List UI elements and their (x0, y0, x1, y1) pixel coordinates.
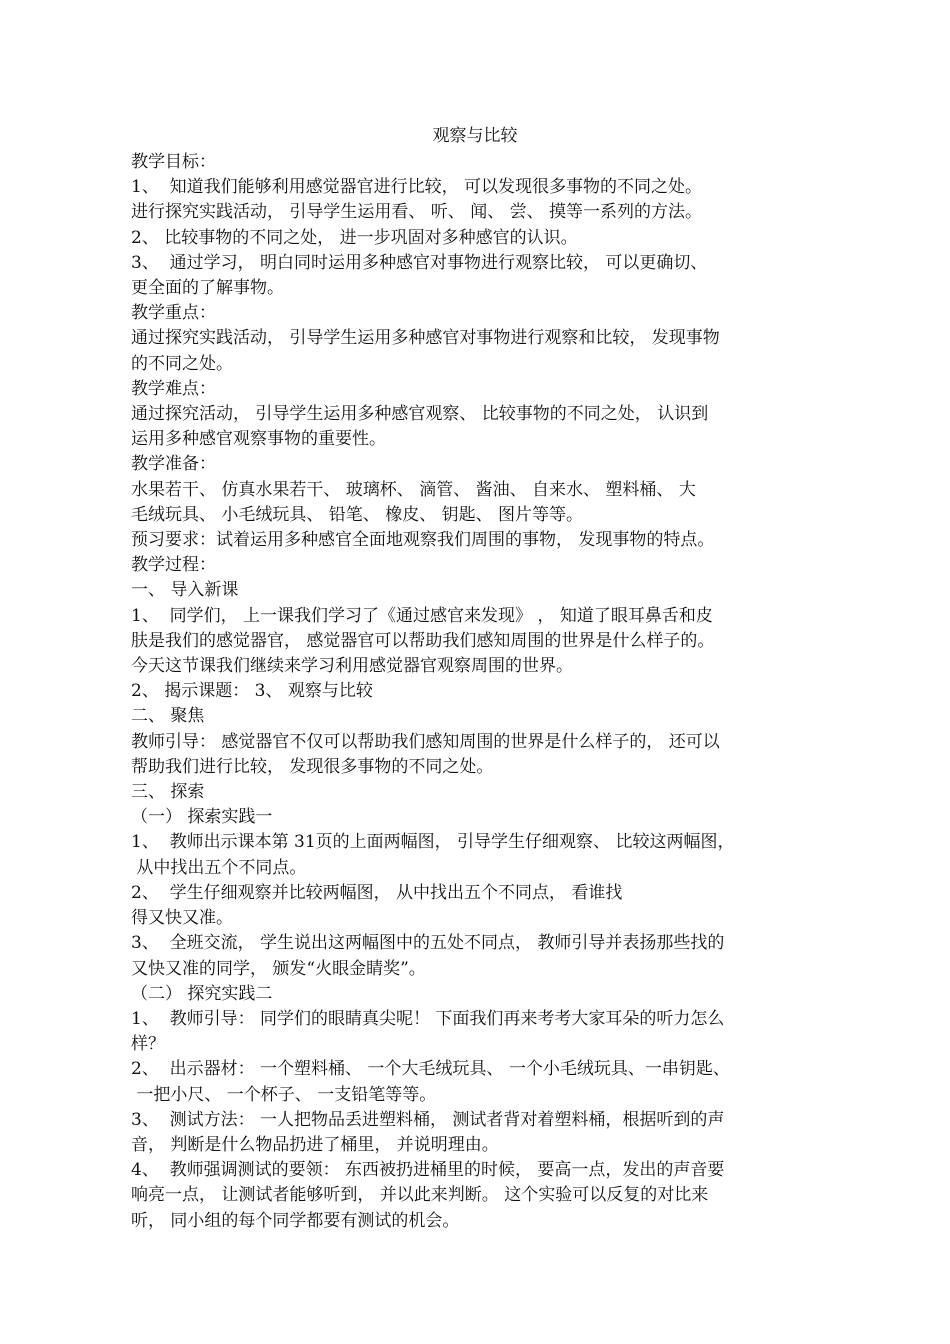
text-line: 进行探究实践活动， 引导学生运用看、 听、 闻、 尝、 摸等一系列的方法。 (131, 202, 703, 223)
document-body (131, 150, 821, 1234)
text-line: 1、 知道我们能够利用感觉器官进行比较， 可以发现很多事物的不同之处。 (131, 177, 703, 198)
text-line: 教学准备： (131, 454, 216, 475)
text-line: 肤是我们的感觉器官， 感觉器官可以帮助我们感知周围的世界是什么样子的。 (131, 630, 715, 651)
text-line: 通过探究活动， 引导学生运用多种感官观察、 比较事物的不同之处， 认识到 (131, 404, 709, 425)
text-line: 教师引导： 感觉器官不仅可以帮助我们感知周围的世界是什么样子的， 还可以 (131, 731, 720, 752)
text-line: 一把小尺、 一个杯子、 一支铅笔等等。 (131, 1084, 437, 1105)
text-line: 3、 测试方法： 一人把物品丢进塑料桶， 测试者背对着塑料桶，根据听到的声 (131, 1109, 725, 1130)
text-line: 更全面的了解事物。 (131, 278, 284, 299)
text-line: 三、 探索 (131, 782, 205, 803)
text-line: 教学难点： (131, 378, 216, 399)
text-line: 音， 判断是什么物品扔进了桶里， 并说明理由。 (131, 1134, 499, 1155)
text-line: 响亮一点， 让测试者能够听到， 并以此来判断。 这个实验可以反复的对比来 (131, 1185, 709, 1206)
text-line: 一、 导入新课 (131, 580, 239, 601)
text-line: 1、 同学们， 上一课我们学习了《通过感官来发现》 ， 知道了眼耳鼻舌和皮 (131, 605, 713, 626)
text-line: 毛绒玩具、 小毛绒玩具、 铅笔、 橡皮、 钥匙、 图片等等。 (131, 504, 584, 525)
text-line: 听， 同小组的每个同学都要有测试的机会。 (131, 1210, 460, 1231)
text-line: 又快又准的同学， 颁发“火眼金睛奖”。 (131, 958, 426, 979)
text-line: 2、 比较事物的不同之处， 进一步巩固对多种感官的认识。 (131, 227, 578, 248)
text-line: 1、 教师出示课本第 31页的上面两幅图， 引导学生仔细观察、 比较这两幅图， (131, 832, 735, 853)
text-line: 3、 全班交流， 学生说出这两幅图中的五处不同点， 教师引导并表扬那些找的 (131, 933, 725, 954)
text-line: 得又快又准。 (131, 908, 233, 929)
text-line: 4、 教师强调测试的要领： 东西被扔进桶里的时候， 要高一点，发出的声音要 (131, 1160, 725, 1181)
text-line: 2、 揭示课题： 3、 观察与比较 (131, 681, 373, 702)
text-line: （一） 探索实践一 (131, 807, 273, 828)
text-line: 今天这节课我们继续来学习利用感觉器官观察周围的世界。 (131, 656, 573, 677)
text-line: 二、 聚焦 (131, 706, 205, 727)
text-line: 的不同之处。 (131, 353, 233, 374)
text-line: 3、 通过学习， 明白同时运用多种感官对事物进行观察比较， 可以更确切、 (131, 252, 708, 273)
text-line: 帮助我们进行比较， 发现很多事物的不同之处。 (131, 756, 494, 777)
text-line: 从中找出五个不同点。 (131, 857, 307, 878)
document-title: 观察与比较 (432, 126, 518, 146)
text-line: 教学目标： (131, 152, 216, 172)
text-line: 2、 出示器材： 一个塑料桶、 一个大毛绒玩具、 一个小毛绒玩具、一串钥匙、 (131, 1059, 730, 1080)
text-line: 预习要求：试着运用多种感官全面地观察我们周围的事物， 发现事物的特点。 (131, 530, 715, 551)
text-line: 教学重点： (131, 303, 216, 324)
text-line: 通过探究实践活动， 引导学生运用多种感官对事物进行观察和比较， 发现事物 (131, 328, 720, 349)
text-line: 教学过程： (131, 555, 216, 576)
text-line: 样？ (131, 1034, 165, 1055)
text-line: 2、 学生仔细观察并比较两幅图， 从中找出五个不同点， 看谁找 (131, 882, 623, 903)
text-line: （二） 探究实践二 (131, 983, 273, 1004)
text-line: 1、 教师引导： 同学们的眼睛真尖呢！ 下面我们再来考考大家耳朵的听力怎么 (131, 1008, 725, 1029)
text-line: 运用多种感官观察事物的重要性。 (131, 429, 386, 450)
text-line: 水果若干、 仿真水果若干、 玻璃杯、 滴管、 酱油、 自来水、 塑料桶、 大 (131, 479, 696, 500)
